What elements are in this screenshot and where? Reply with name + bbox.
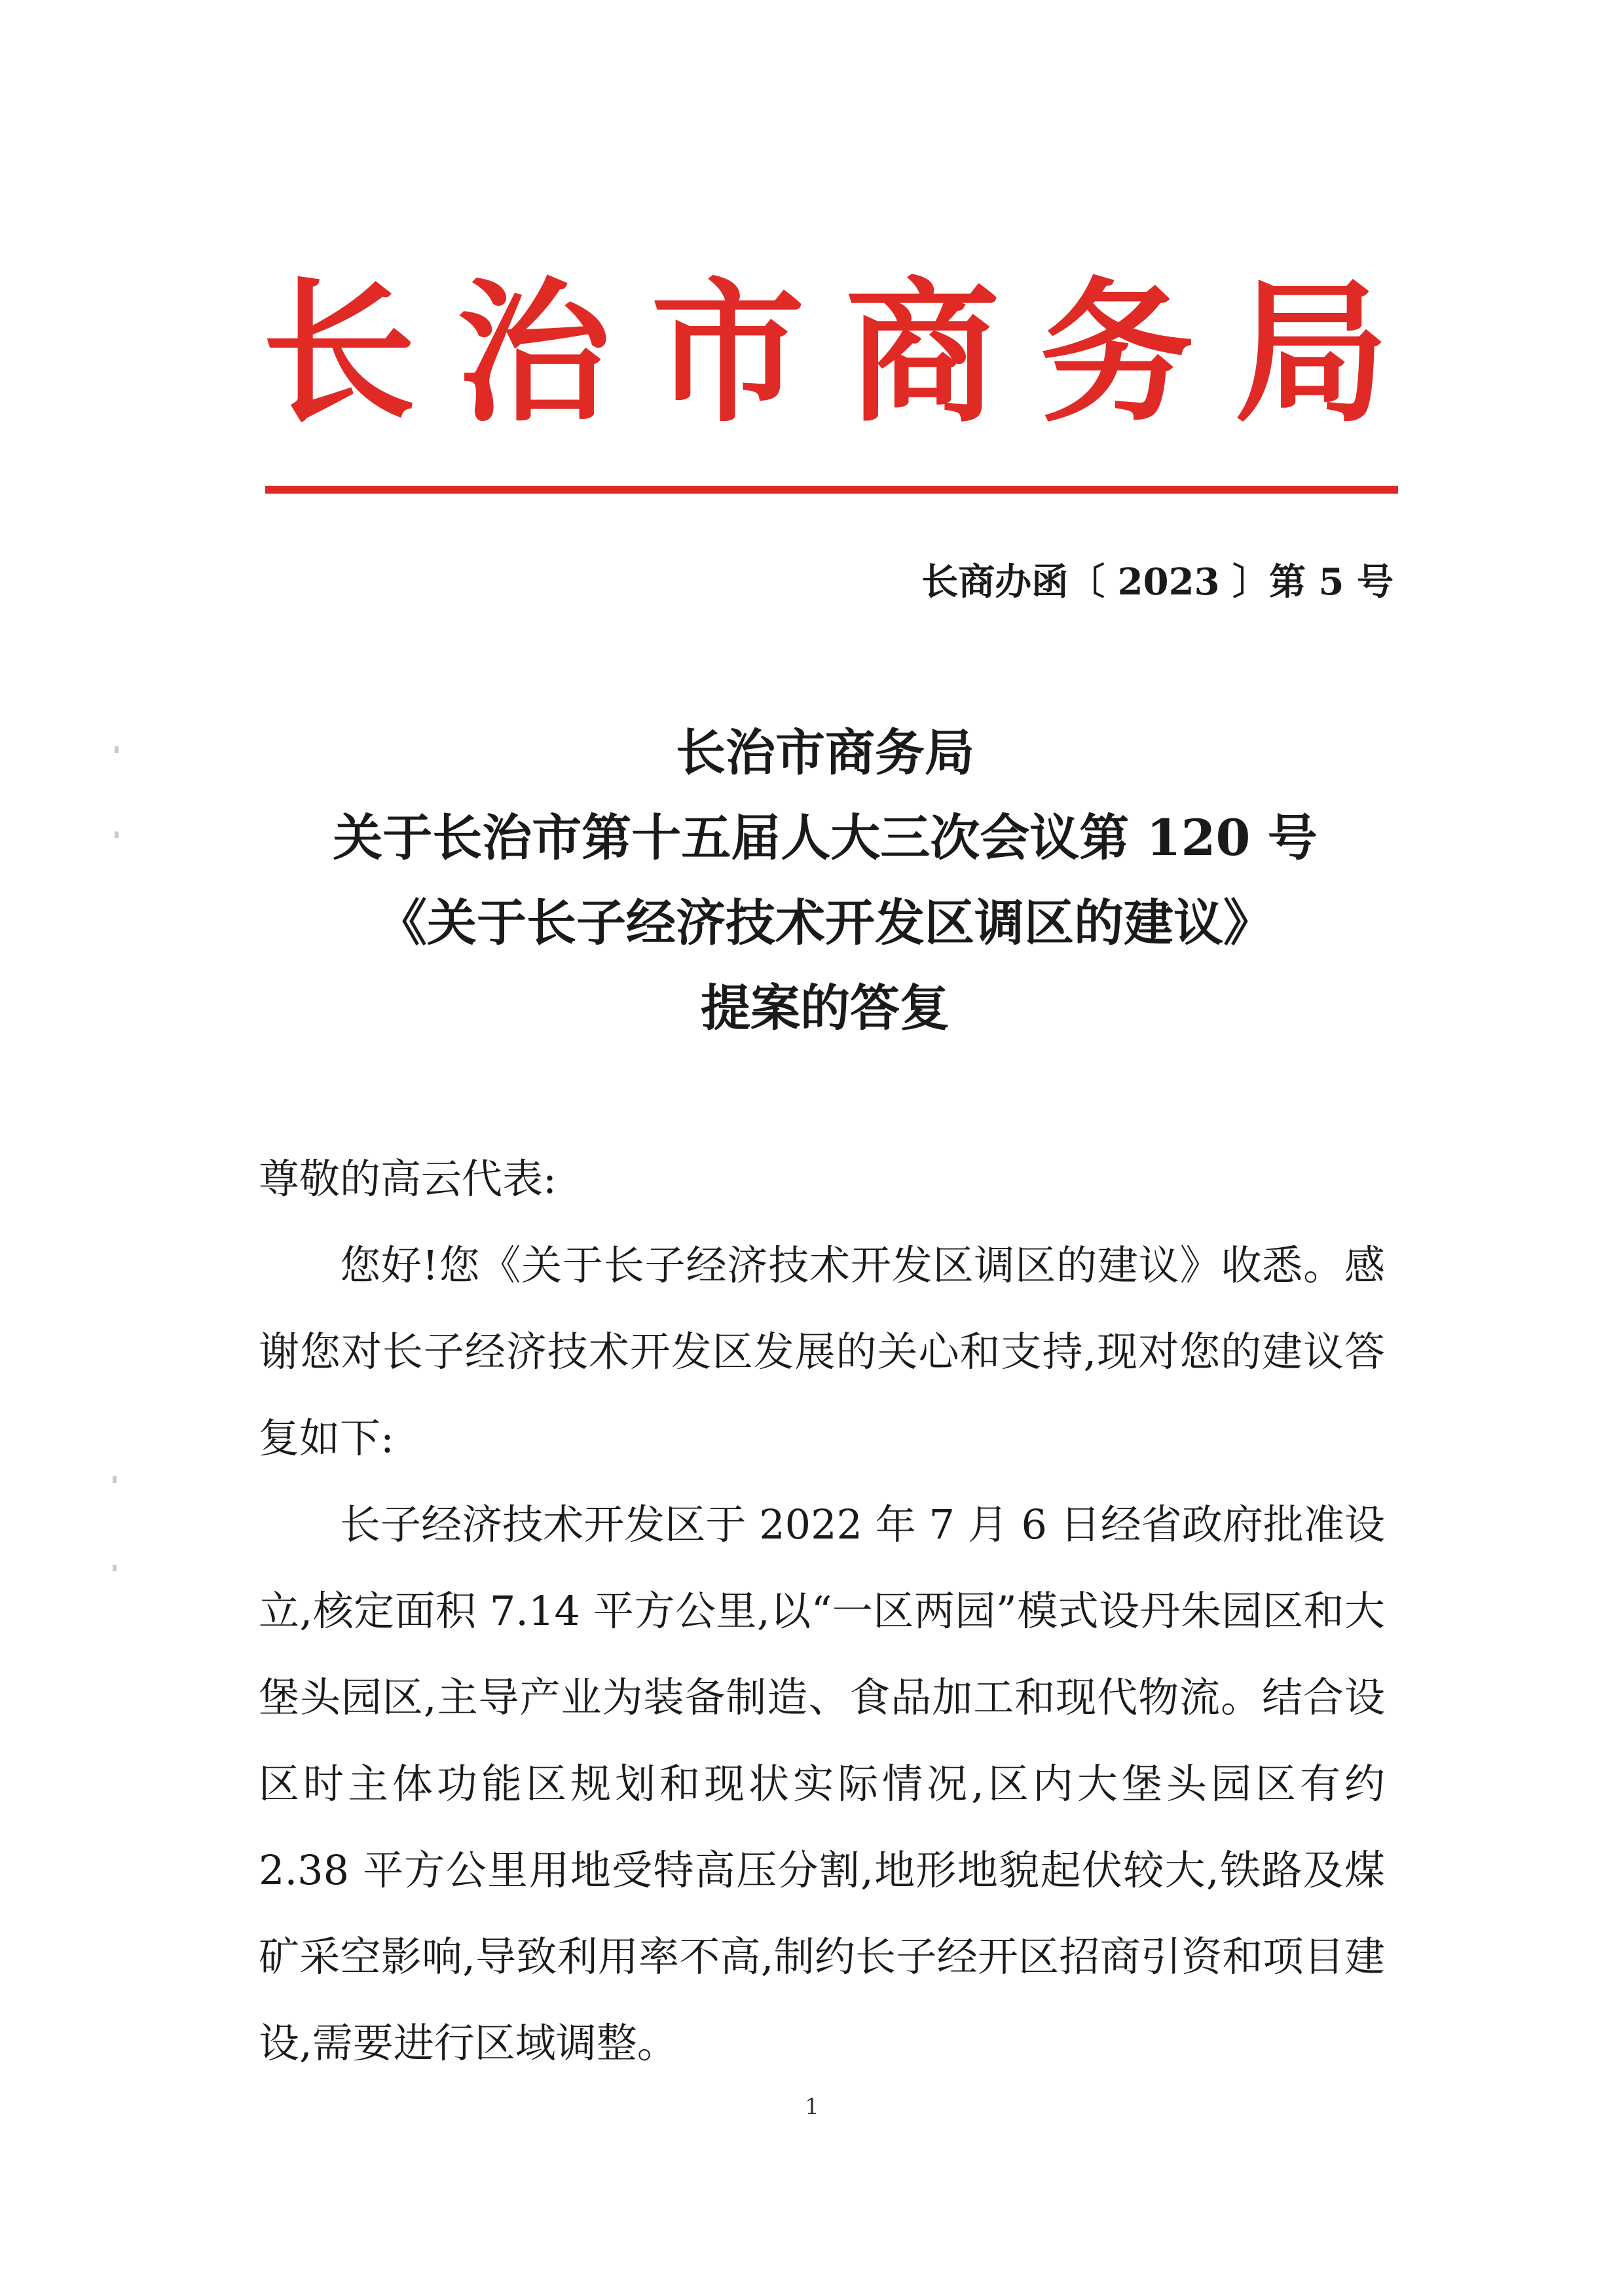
body-paragraph: 您好!您《关于长子经济技术开发区调区的建议》收悉。感谢您对长子经济技术开发区发展的关心和支持,现对您的建议答复如下: bbox=[259, 1241, 1385, 1462]
body-paragraph: 长子经济技术开发区于 2022 年 7 月 6 日经省政府批准设立,核定面积 7.14 平方公里,以“一区两园”模式设丹朱园区和大堡头园区,主导产业为装备制造、食品加工和现代物流。结合设区时主体功能区规划和现状实际情况,区内大堡头园区有约 2.38 平方公里用地受特高压分割,地形地貌起伏较大,铁路及煤矿采空影响,导致利用率不高,制约长子经开区招商引资和项目建设,需要进行区域调整。 bbox=[259, 1501, 1385, 2067]
document-title bbox=[196, 710, 1454, 1051]
scan-artifact bbox=[115, 746, 119, 753]
letterhead-char: 局 bbox=[1234, 264, 1388, 443]
letterhead-char: 长 bbox=[262, 264, 416, 443]
scan-artifact bbox=[113, 1476, 117, 1483]
letterhead-char: 治 bbox=[456, 264, 610, 443]
scan-artifact bbox=[115, 831, 119, 838]
letterhead-char: 商 bbox=[845, 264, 999, 443]
title-line: 长治市商务局 bbox=[676, 723, 974, 782]
letterhead-divider bbox=[265, 486, 1398, 494]
title-line: 《关于长子经济技术开发区调区的建议》 bbox=[377, 894, 1273, 952]
letter-body bbox=[259, 1136, 1385, 2086]
scan-artifact bbox=[113, 1565, 117, 1571]
letterhead-title bbox=[262, 255, 1388, 452]
letterhead-char: 市 bbox=[651, 264, 805, 443]
document-number: 长商办函〔 2023 〕第 5 号 bbox=[921, 560, 1393, 604]
page-number: 1 bbox=[805, 2094, 819, 2120]
letterhead-char: 务 bbox=[1040, 264, 1194, 443]
salutation: 尊敬的高云代表: bbox=[259, 1155, 557, 1203]
title-line: 关于长治市第十五届人大三次会议第 120 号 bbox=[333, 809, 1318, 867]
title-line: 提案的答复 bbox=[701, 979, 950, 1037]
